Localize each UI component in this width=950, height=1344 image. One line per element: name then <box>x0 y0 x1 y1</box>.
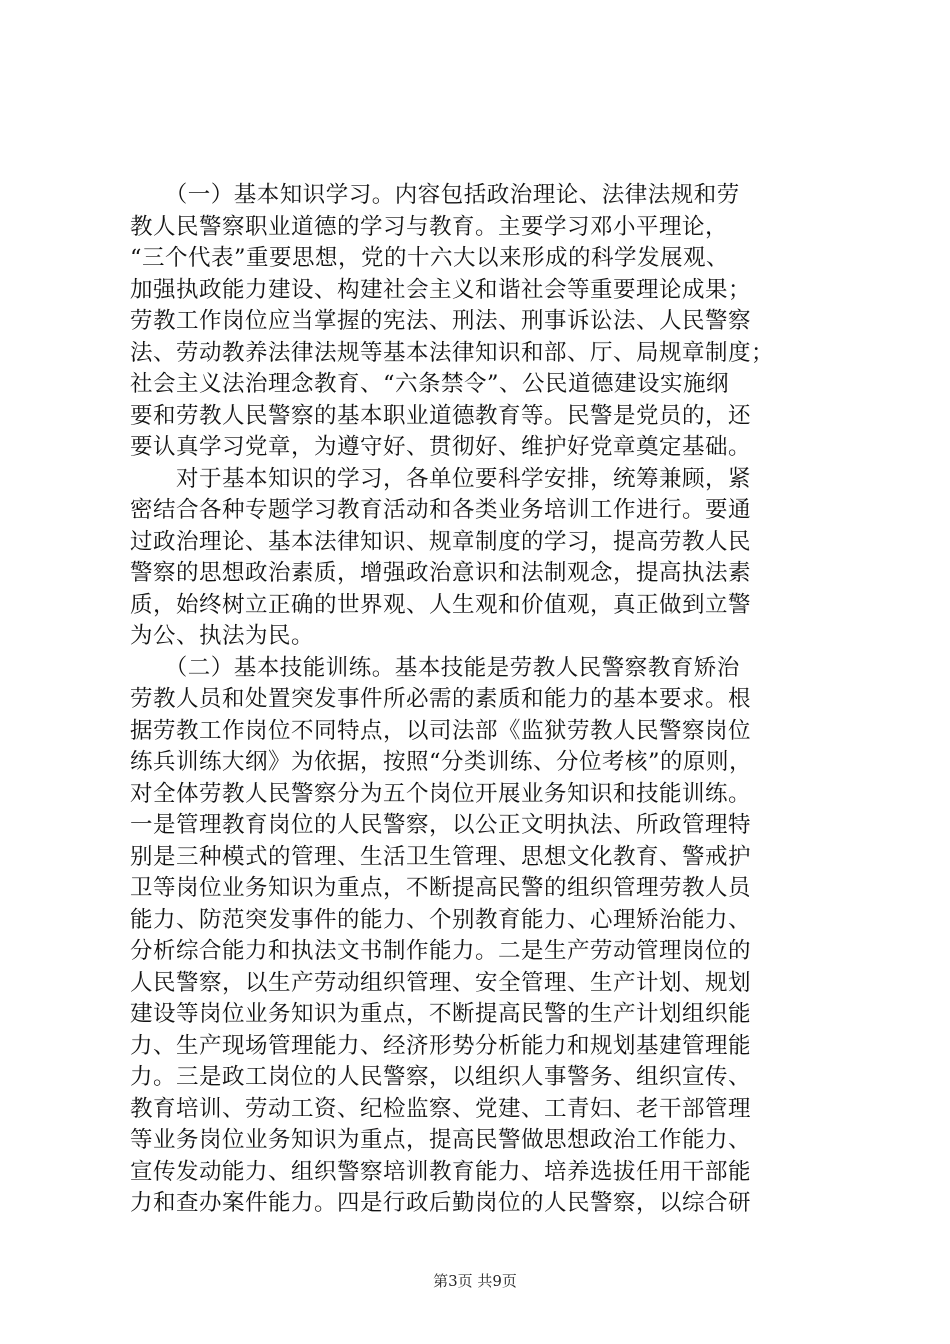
text-line: 宣传发动能力、组织警察培训教育能力、培养选拔任用干部能 <box>130 1158 752 1185</box>
text-line: 为公、执法为民。 <box>130 623 315 649</box>
text-line: 劳教人员和处置突发事件所必需的素质和能力的基本要求。根 <box>130 686 752 712</box>
text-line: 质，始终树立正确的世界观、人生观和价值观，真正做到立警 <box>130 591 752 618</box>
text-line: 要和劳教人民警察的基本职业道德教育等。民警是党员的，还 <box>130 402 752 429</box>
text-line: 一是管理教育岗位的人民警察，以公正文明执法、所政管理特 <box>130 812 752 838</box>
text-line: 练兵训练大纲》为依据，按照“分类训练、分位考核”的原则， <box>130 749 753 775</box>
text-line: 教育培训、劳动工资、纪检监察、党建、工青妇、老干部管理 <box>130 1095 752 1122</box>
text-line: 力。三是政工岗位的人民警察，以组织人事警务、组织宣传、 <box>130 1064 752 1090</box>
text-line: 对于基本知识的学习，各单位要科学安排，统筹兼顾，紧 <box>130 465 752 492</box>
text-line: 人民警察，以生产劳动组织管理、安全管理、生产计划、规划 <box>130 969 752 996</box>
text-line: 分析综合能力和执法文书制作能力。二是生产劳动管理岗位的 <box>130 938 752 964</box>
text-line: 过政治理论、基本法律知识、规章制度的学习，提高劳教人民 <box>130 528 752 555</box>
text-line: 法、劳动教养法律法规等基本法律知识和部、厅、局规章制度； <box>130 339 775 366</box>
text-line: “三个代表”重要思想，党的十六大以来形成的科学发展观、 <box>130 245 730 271</box>
text-line: 别是三种模式的管理、生活卫生管理、思想文化教育、警戒护 <box>130 843 752 870</box>
text-line: 卫等岗位业务知识为重点，不断提高民警的组织管理劳教人员 <box>130 875 752 901</box>
text-line: 据劳教工作岗位不同特点，以司法部《监狱劳教人民警察岗位 <box>130 717 752 744</box>
text-line: （二）基本技能训练。基本技能是劳教人民警察教育矫治 <box>130 654 740 681</box>
text-line: 要认真学习党章，为遵守好、贯彻好、维护好党章奠定基础。 <box>130 434 752 460</box>
body-text <box>130 180 842 1220</box>
text-line: 力和查办案件能力。四是行政后勤岗位的人民警察，以综合研 <box>130 1190 752 1216</box>
text-line: 能力、防范突发事件的能力、个别教育能力、心理矫治能力、 <box>130 906 752 933</box>
text-line: 力、生产现场管理能力、经济形势分析能力和规划基建管理能 <box>130 1032 752 1059</box>
text-line: 警察的思想政治素质，增强政治意识和法制观念，提高执法素 <box>130 560 752 586</box>
text-line: 社会主义法治理念教育、“六条禁令”、公民道德建设实施纲 <box>130 371 730 397</box>
text-line: （一）基本知识学习。内容包括政治理论、法律法规和劳 <box>130 182 740 208</box>
text-line: 等业务岗位业务知识为重点，提高民警做思想政治工作能力、 <box>130 1127 752 1153</box>
text-line: 劳教工作岗位应当掌握的宪法、刑法、刑事诉讼法、人民警察 <box>130 308 752 334</box>
text-line: 对全体劳教人民警察分为五个岗位开展业务知识和技能训练。 <box>130 780 752 807</box>
page-number-footer: 第3页 共9页 <box>433 1272 517 1290</box>
text-line: 密结合各种专题学习教育活动和各类业务培训工作进行。要通 <box>130 497 752 523</box>
text-line: 教人民警察职业道德的学习与教育。主要学习邓小平理论， <box>130 213 729 240</box>
text-line: 加强执政能力建设、构建社会主义和谐社会等重要理论成果； <box>130 276 752 303</box>
text-line: 建设等岗位业务知识为重点，不断提高民警的生产计划组织能 <box>130 1001 752 1027</box>
